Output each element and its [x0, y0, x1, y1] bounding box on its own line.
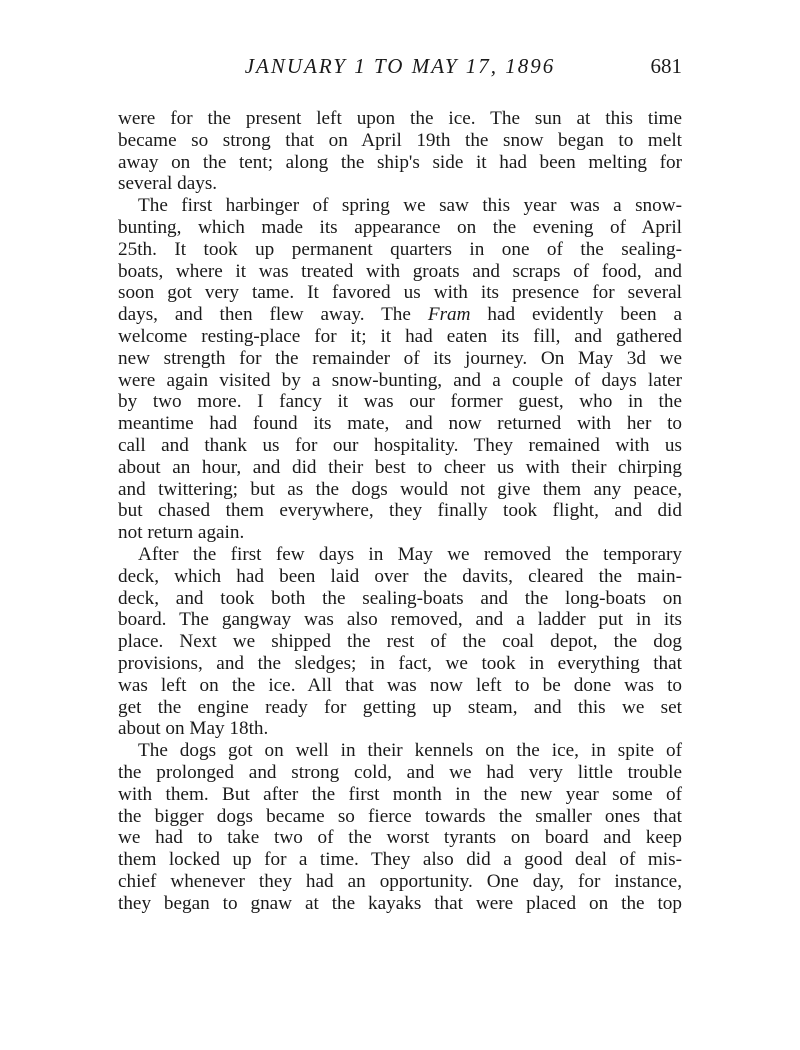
text-line: about an hour, and did their best to cheer us with their chirping [118, 456, 682, 478]
page-number: 681 [650, 54, 682, 78]
text-line: with them. But after the first month in the new year some of [118, 783, 682, 805]
text-line: deck, and took both the sealing-boats and the long-boats on [118, 587, 682, 609]
text-line: 25th. It took up permanent quarters in one of the sealing- [118, 238, 682, 260]
text-line: call and thank us for our hospitality. They remained with us [118, 434, 682, 456]
paragraph [118, 195, 682, 544]
text-line: board. The gangway was also removed, and a ladder put in its [118, 609, 682, 631]
text-line: bunting, which made its appearance on the evening of April [118, 216, 682, 238]
text-line: several days. [118, 173, 218, 195]
text-line: deck, which had been laid over the davits, cleared the main- [118, 565, 682, 587]
text-line: days, and then flew away. The Fram had evidently been a [118, 304, 683, 326]
paragraph [118, 108, 682, 195]
text-line: chief whenever they had an opportunity. One day, for instance, [118, 870, 682, 892]
running-head: JANUARY 1 TO MAY 17, 1896 [244, 54, 556, 78]
body-text [118, 108, 682, 914]
page-header [118, 54, 682, 84]
text-line: by two more. I fancy it was our former guest, who in the [118, 391, 682, 413]
text-line: were again visited by a snow-bunting, and a couple of days later [118, 369, 682, 391]
text-line: they began to gnaw at the kayaks that were placed on the top [118, 892, 682, 914]
text-line: the bigger dogs became so fierce towards the smaller ones that [118, 805, 682, 827]
paragraph [118, 544, 682, 740]
text-line: get the engine ready for getting up steam, and this we set [118, 696, 682, 718]
text-line: meantime had found its mate, and now returned with her to [118, 413, 682, 435]
text-line: not return again. [118, 522, 245, 544]
text-line: place. Next we shipped the rest of the coal depot, the dog [118, 631, 682, 653]
text-line: provisions, and the sledges; in fact, we took in everything that [118, 652, 682, 674]
text-line: was left on the ice. All that was now left to be done was to [118, 674, 682, 696]
text-line: and twittering; but as the dogs would not give them any peace, [118, 478, 682, 500]
ship-name: Fram [427, 304, 471, 326]
text-line: After the first few days in May we removed the temporary [138, 543, 682, 565]
text-line: away on the tent; along the ship's side it had been melting for [118, 151, 682, 173]
text-line: the prolonged and strong cold, and we had very little trouble [118, 761, 682, 783]
text-line: The first harbinger of spring we saw this year was a snow- [138, 195, 682, 217]
text-line: The dogs got on well in their kennels on the ice, in spite of [138, 740, 682, 762]
text-line: them locked up for a time. They also did a good deal of mis- [118, 849, 682, 871]
text-line: welcome resting-place for it; it had eaten its fill, and gathered [118, 325, 682, 347]
text-line: new strength for the remainder of its journey. On May 3d we [118, 347, 682, 369]
text-line: were for the present left upon the ice. The sun at this time [118, 108, 682, 129]
text-line: but chased them everywhere, they finally took flight, and did [118, 500, 682, 522]
text-line: we had to take two of the worst tyrants on board and keep [118, 827, 682, 849]
text-line: about on May 18th. [118, 718, 269, 740]
text-line: boats, where it was treated with groats and scraps of food, and [118, 260, 682, 282]
paragraph [118, 740, 682, 914]
text-line: soon got very tame. It favored us with its presence for several [118, 282, 682, 304]
text-line: became so strong that on April 19th the snow began to melt [118, 129, 682, 151]
